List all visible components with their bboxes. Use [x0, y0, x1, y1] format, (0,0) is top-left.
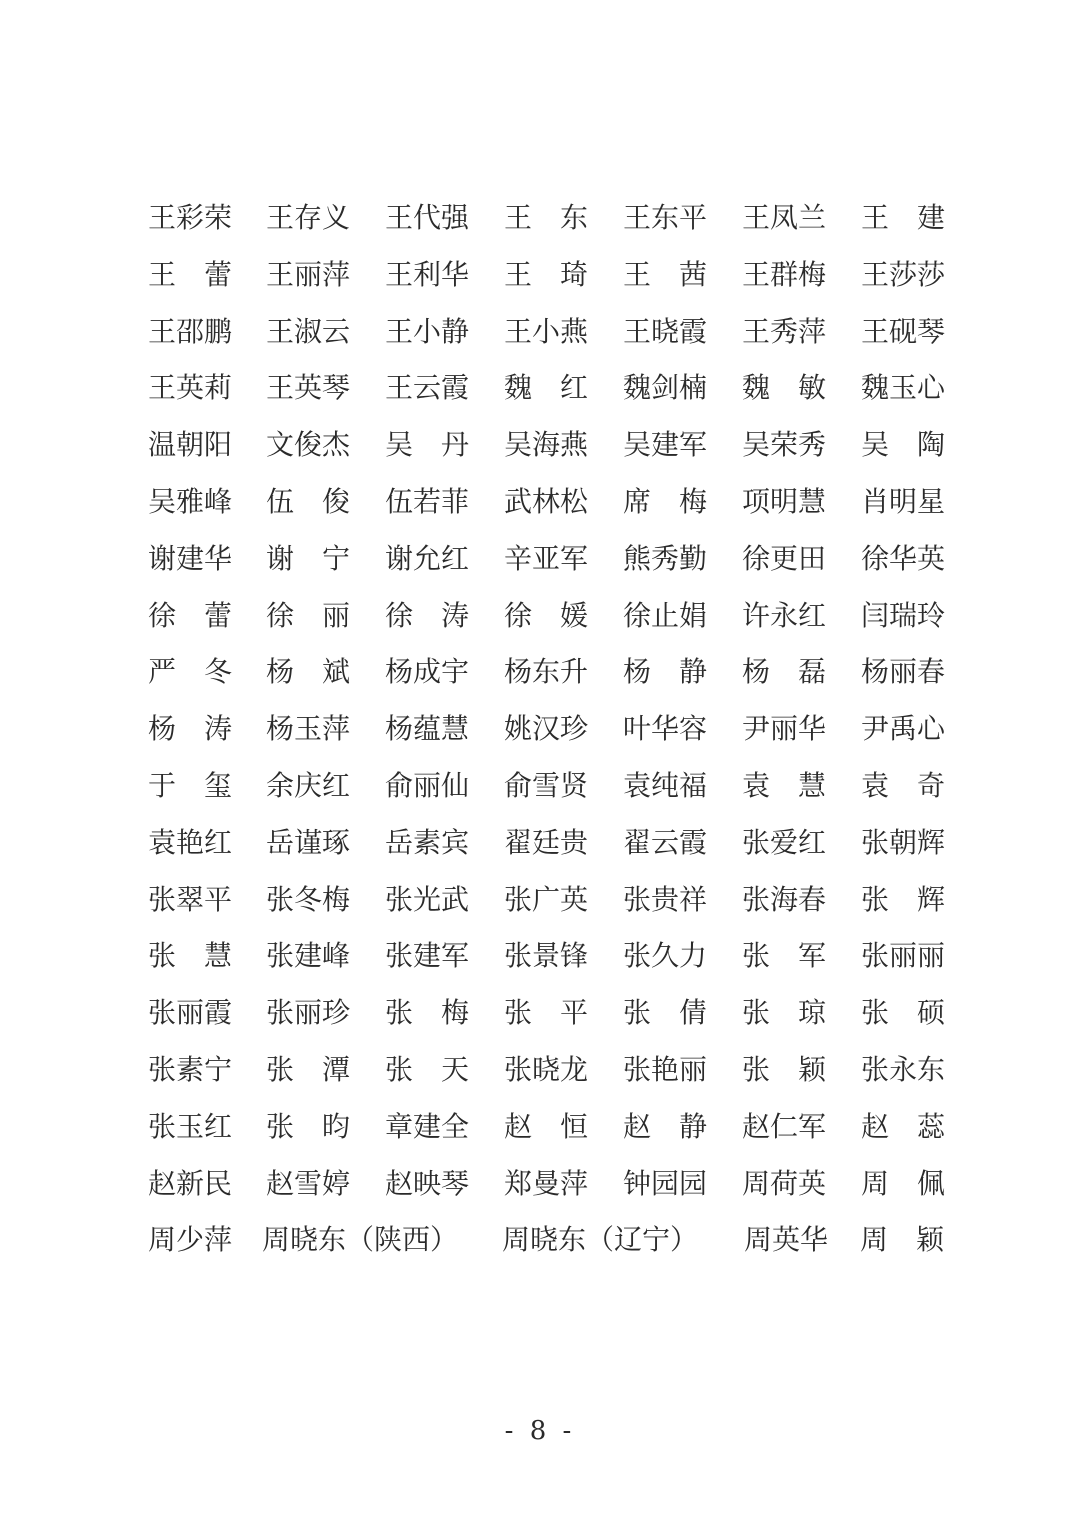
name-item: 魏 剑 楠 [623, 371, 708, 405]
name-item: 吴 丹 [385, 428, 469, 462]
name-item: 王 东 平 [623, 201, 708, 234]
name-item: 张 辉 [861, 882, 945, 916]
name-item: 吴 雅 峰 [148, 484, 233, 518]
name-item: 杨 蕴 慧 [385, 712, 470, 746]
name-item: 张 军 [742, 939, 826, 973]
name-row [148, 304, 948, 361]
name-item: 张 丽 丽 [861, 939, 946, 973]
name-item: 王 莎 莎 [861, 257, 946, 291]
name-item: 王 秀 萍 [742, 314, 827, 348]
name-item: 周晓东（陕西） [262, 1223, 459, 1257]
name-item: 周 英 华 [744, 1223, 829, 1257]
name-item: 席 梅 [623, 484, 707, 518]
name-item: 王 建 [861, 201, 945, 234]
name-item: 杨 丽 春 [861, 655, 946, 689]
name-item: 张 景 锋 [504, 939, 589, 973]
name-item: 吴 海 燕 [504, 428, 589, 462]
name-item: 徐 蕾 [148, 598, 232, 632]
name-item: 王 英 琴 [266, 371, 351, 405]
name-item: 俞 丽 仙 [385, 768, 470, 802]
name-item: 杨 涛 [148, 712, 232, 746]
name-item: 张 潭 [266, 1052, 350, 1086]
name-item: 谢 建 华 [148, 541, 233, 575]
name-item: 张 晓 龙 [504, 1052, 589, 1086]
name-row-last [148, 1212, 948, 1269]
name-item: 谢 宁 [266, 541, 350, 575]
name-item: 钟 园 园 [623, 1166, 708, 1200]
name-list [148, 190, 948, 1269]
name-item: 张 素 宁 [148, 1052, 233, 1086]
name-item: 张 建 军 [385, 939, 470, 973]
name-item: 王 丽 萍 [266, 257, 351, 291]
name-item: 温 朝 阳 [148, 428, 233, 462]
name-item: 袁 纯 福 [623, 768, 708, 802]
name-item: 王 晓 霞 [623, 314, 708, 348]
name-item: 张 朝 辉 [861, 825, 946, 859]
name-item: 周 荷 英 [742, 1166, 827, 1200]
name-item: 赵 静 [623, 1109, 707, 1143]
name-item: 张 天 [385, 1052, 469, 1086]
name-item: 王 茜 [623, 257, 707, 291]
name-item: 谢 允 红 [385, 541, 470, 575]
name-item: 张 硕 [861, 996, 945, 1030]
name-item: 肖 明 星 [861, 484, 946, 518]
name-row [148, 1156, 948, 1213]
name-item: 王 东 [504, 201, 588, 234]
name-item: 吴 荣 秀 [742, 428, 827, 462]
name-item: 袁 艳 红 [148, 825, 233, 859]
name-item: 王 彩 荣 [148, 201, 233, 234]
name-item: 张 颖 [742, 1052, 826, 1086]
name-item: 张 梅 [385, 996, 469, 1030]
name-item: 张 丽 霞 [148, 996, 233, 1030]
name-item: 吴 建 军 [623, 428, 708, 462]
name-item: 王 小 静 [385, 314, 470, 348]
name-item: 张 慧 [148, 939, 232, 973]
name-item: 徐 华 英 [861, 541, 946, 575]
name-row [148, 531, 948, 588]
name-item: 袁 慧 [742, 768, 826, 802]
name-item: 周 少 萍 [148, 1223, 233, 1257]
name-item: 杨 东 升 [504, 655, 589, 689]
name-item: 张 平 [504, 996, 588, 1030]
name-item: 王 凤 兰 [742, 201, 827, 234]
name-item: 辛 亚 军 [504, 541, 589, 575]
name-item: 项 明 慧 [742, 484, 827, 518]
name-row [148, 247, 948, 304]
name-item: 姚 汉 珍 [504, 712, 589, 746]
name-item: 张 昀 [266, 1109, 350, 1143]
name-item: 余 庆 红 [266, 768, 351, 802]
name-item: 文 俊 杰 [266, 428, 351, 462]
name-item: 尹 禹 心 [861, 712, 946, 746]
name-item: 袁 奇 [861, 768, 945, 802]
name-item: 杨 玉 萍 [266, 712, 351, 746]
name-item: 岳 谨 琢 [266, 825, 351, 859]
name-item: 王 小 燕 [504, 314, 589, 348]
name-item: 赵 映 琴 [385, 1166, 470, 1200]
name-item: 伍 若 菲 [385, 484, 470, 518]
name-row [148, 872, 948, 929]
name-item: 俞 雪 贤 [504, 768, 589, 802]
name-item: 魏 玉 心 [861, 371, 946, 405]
name-row [148, 190, 948, 247]
name-item: 尹 丽 华 [742, 712, 827, 746]
name-row [148, 588, 948, 645]
name-item: 魏 敏 [742, 371, 826, 405]
name-item: 伍 俊 [266, 484, 350, 518]
name-row [148, 644, 948, 701]
name-item: 张 永 东 [861, 1052, 946, 1086]
name-item: 周 颖 [860, 1223, 944, 1257]
name-item: 徐 丽 [266, 598, 350, 632]
name-item: 许 永 红 [742, 598, 827, 632]
name-item: 张 倩 [623, 996, 707, 1030]
name-item: 张 光 武 [385, 882, 470, 916]
name-item: 武 林 松 [504, 484, 589, 518]
name-item: 叶 华 容 [623, 712, 708, 746]
name-item: 王 邵 鹏 [148, 314, 233, 348]
name-item: 王 蕾 [148, 257, 232, 291]
name-row [148, 1042, 948, 1099]
name-item: 杨 静 [623, 655, 707, 689]
name-item: 闫 瑞 玲 [861, 598, 946, 632]
name-item: 章 建 全 [385, 1109, 470, 1143]
name-item: 张 广 英 [504, 882, 589, 916]
name-item: 张 丽 珍 [266, 996, 351, 1030]
name-row [148, 985, 948, 1042]
page-number: - 8 - [504, 1416, 576, 1446]
name-row [148, 758, 948, 815]
name-item: 赵 仁 军 [742, 1109, 827, 1143]
name-item: 于 玺 [148, 768, 232, 802]
name-item: 王 砚 琴 [861, 314, 946, 348]
name-item: 王 存 义 [266, 201, 351, 234]
name-row [148, 701, 948, 758]
name-item: 张 翠 平 [148, 882, 233, 916]
name-item: 张 建 峰 [266, 939, 351, 973]
name-item: 王 利 华 [385, 257, 470, 291]
name-row [148, 1099, 948, 1156]
name-item: 岳 素 宾 [385, 825, 470, 859]
name-item: 赵 恒 [504, 1109, 588, 1143]
name-item: 王 英 莉 [148, 371, 233, 405]
name-item: 张 冬 梅 [266, 882, 351, 916]
name-item: 熊 秀 勤 [623, 541, 708, 575]
name-item: 徐 更 田 [742, 541, 827, 575]
name-row [148, 360, 948, 417]
name-item: 赵 蕊 [861, 1109, 945, 1143]
name-item: 张 海 春 [742, 882, 827, 916]
name-item: 杨 成 宇 [385, 655, 470, 689]
name-item: 张 琼 [742, 996, 826, 1030]
name-item: 王 淑 云 [266, 314, 351, 348]
name-item: 徐 媛 [504, 598, 588, 632]
name-item: 张 久 力 [623, 939, 708, 973]
name-item: 翟 云 霞 [623, 825, 708, 859]
name-item: 张 爱 红 [742, 825, 827, 859]
name-row [148, 928, 948, 985]
name-item: 王 琦 [504, 257, 588, 291]
name-item: 王 群 梅 [742, 257, 827, 291]
name-item: 郑 曼 萍 [504, 1166, 589, 1200]
name-item: 魏 红 [504, 371, 588, 405]
name-row [148, 815, 948, 872]
name-item: 徐 涛 [385, 598, 469, 632]
name-item: 周 佩 [861, 1166, 945, 1200]
name-item: 张 贵 祥 [623, 882, 708, 916]
name-item: 张 艳 丽 [623, 1052, 708, 1086]
name-item: 严 冬 [148, 655, 232, 689]
name-item: 赵 雪 婷 [266, 1166, 351, 1200]
name-item: 周晓东（辽宁） [502, 1223, 699, 1257]
name-item: 王 云 霞 [385, 371, 470, 405]
name-item: 翟 廷 贵 [504, 825, 589, 859]
name-item: 张 玉 红 [148, 1109, 233, 1143]
name-item: 王 代 强 [385, 201, 470, 234]
name-item: 徐 止 娟 [623, 598, 708, 632]
name-item: 杨 磊 [742, 655, 826, 689]
name-item: 吴 陶 [861, 428, 945, 462]
name-item: 杨 斌 [266, 655, 350, 689]
name-row [148, 417, 948, 474]
name-item: 赵 新 民 [148, 1166, 233, 1200]
name-row [148, 474, 948, 531]
